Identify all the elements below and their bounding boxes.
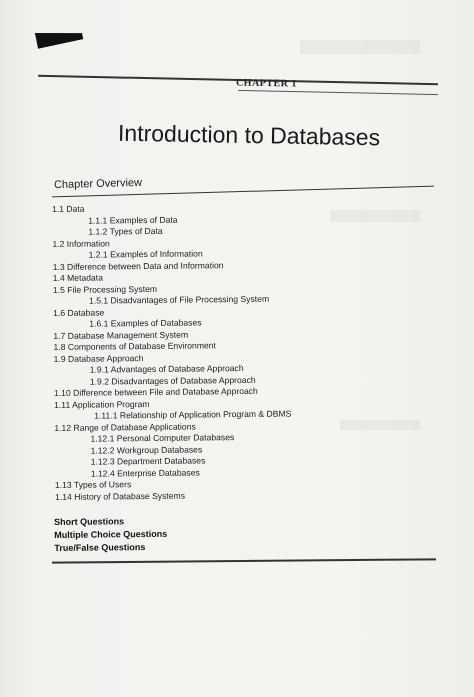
toc-subitem: 1.12.2 Workgroup Databases (90, 443, 203, 456)
toc-subitem: 1.2.1 Examples of Information (88, 248, 203, 260)
toc-subitem: 1.1.2 Types of Data (88, 225, 163, 237)
toc-subitem: 1.5.1 Disadvantages of File Processing System (88, 293, 270, 306)
table-of-contents (52, 200, 435, 503)
true-false-label: True/False Questions (54, 542, 146, 553)
toc-subitem: 1.12.3 Department Databases (90, 455, 206, 467)
chapter-underline (238, 90, 438, 95)
toc-item: 1.12 Range of Database Applications (54, 421, 196, 433)
toc-subitem: 1.9.1 Advantages of Database Approach (89, 363, 244, 375)
toc-item: 1.10 Difference between File and Database Approach (53, 385, 258, 398)
toc-item: 1.6 Database (53, 306, 105, 318)
short-questions-label: Short Questions (54, 516, 125, 527)
toc-item: 1.3 Difference between Data and Information (52, 259, 224, 272)
toc-item: 1.9 Database Approach (53, 352, 144, 364)
exercise-list (54, 515, 167, 555)
toc-subitem: 1.1.1 Examples of Data (88, 214, 178, 226)
bleed-through-text (300, 40, 420, 54)
toc-subitem: 1.9.2 Disadvantages of Database Approach (89, 374, 256, 387)
overview-heading: Chapter Overview (53, 176, 143, 192)
toc-item: 1.11 Application Program (54, 398, 150, 410)
toc-item: 1.14 History of Database Systems (55, 490, 186, 502)
toc-item: 1.13 Types of Users (54, 479, 132, 490)
bottom-rule (52, 558, 436, 563)
toc-item: 1.8 Components of Database Environment (53, 340, 216, 352)
toc-item: 1.2 Information (52, 237, 110, 249)
chapter-title: Introduction to Databases (117, 119, 381, 151)
toc-item: 1.5 File Processing System (52, 283, 158, 295)
toc-subitem: 1.11.1 Relationship of Application Program & DBMS (94, 408, 292, 421)
chapter-label: CHAPTER 1 (235, 77, 297, 90)
toc-subitem: 1.12.1 Personal Computer Databases (90, 432, 235, 444)
page-corner-shadow (35, 23, 83, 48)
toc-item: 1.1 Data (52, 203, 85, 214)
toc-subitem: 1.12.4 Enterprise Databases (90, 466, 200, 479)
toc-subitem: 1.6.1 Examples of Databases (89, 317, 202, 329)
toc-item: 1.4 Metadata (52, 272, 103, 283)
toc-item: 1.7 Database Management System (53, 329, 189, 341)
mcq-label: Multiple Choice Questions (54, 528, 168, 540)
